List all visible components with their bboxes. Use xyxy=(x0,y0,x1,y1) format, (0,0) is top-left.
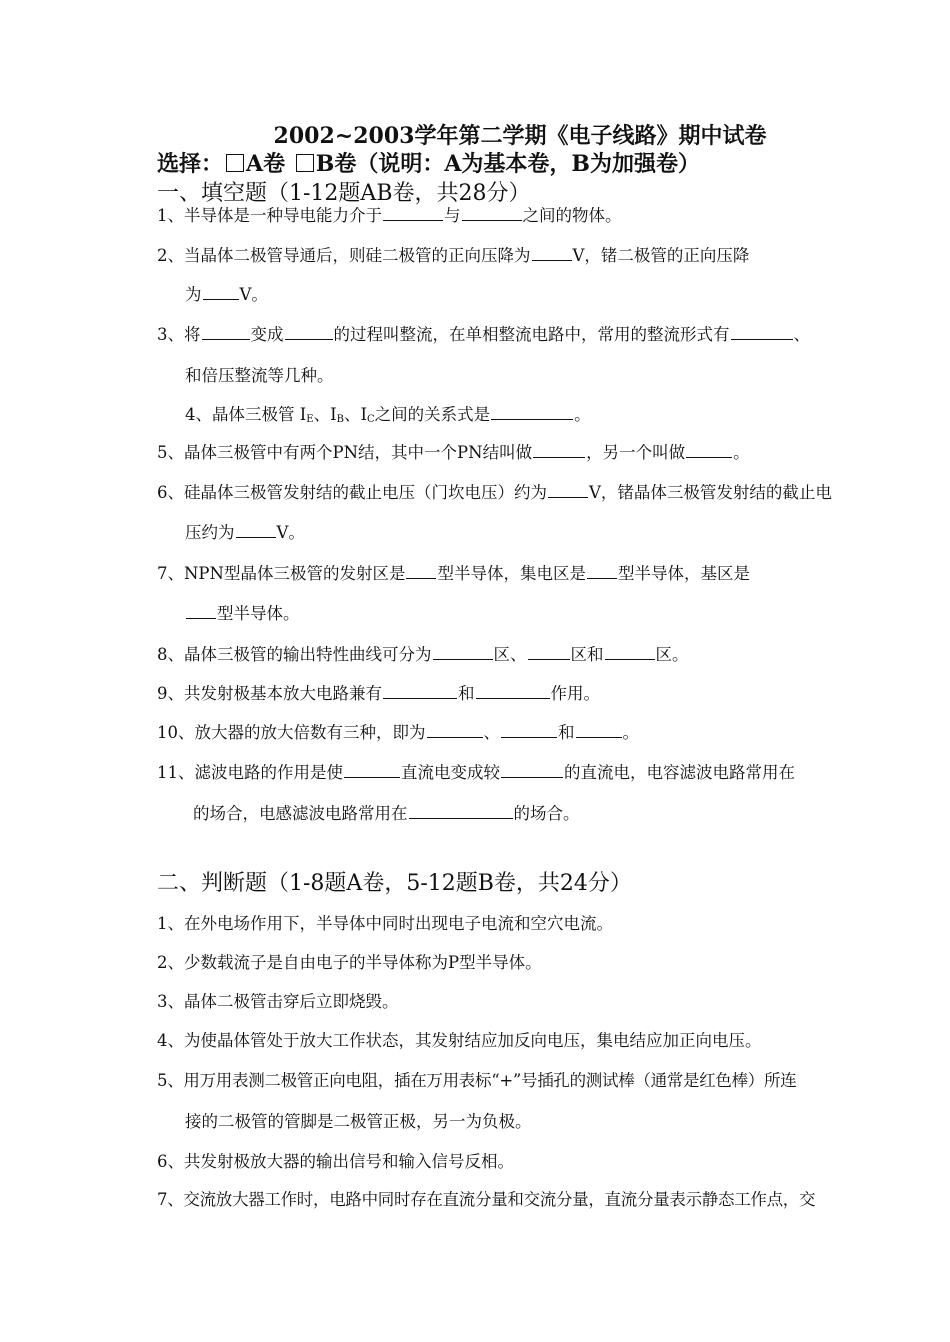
checkbox-a[interactable] xyxy=(226,154,244,172)
tf-question-5-cont: 接的二极管的管脚是二极管正极，另一为负极。 xyxy=(185,1112,532,1131)
q1-text-a: 1、半导体是一种导电能力介于 xyxy=(157,206,382,225)
q4-sep-2: 、I xyxy=(343,405,367,424)
question-7-cont xyxy=(185,604,300,624)
question-2-cont xyxy=(185,285,268,305)
answer-blank[interactable] xyxy=(533,443,585,458)
answer-blank[interactable] xyxy=(501,763,563,778)
q11-text-a: 11、滤波电路的作用是使 xyxy=(157,763,343,782)
question-11-cont xyxy=(193,804,580,824)
question-4 xyxy=(185,405,591,430)
q4-sub-e: E xyxy=(306,414,314,425)
tf-question-7: 7、交流放大器工作时，电路中同时存在直流分量和交流分量，直流分量表示静态工作点，交 xyxy=(157,1190,816,1209)
answer-blank[interactable] xyxy=(686,443,732,458)
answer-blank[interactable] xyxy=(548,483,588,498)
option-b-label: B卷（说明：A为基本卷，B为加强卷） xyxy=(315,151,701,177)
q7-text-c: 型半导体，基区是 xyxy=(617,564,750,583)
question-6-cont xyxy=(185,523,305,543)
answer-blank[interactable] xyxy=(344,763,400,778)
q6-text-d: V。 xyxy=(276,523,305,542)
answer-blank[interactable] xyxy=(285,325,333,340)
q1-text-b: 与 xyxy=(444,206,461,225)
tf-question-2: 2、少数载流子是自由电子的半导体称为P型半导体。 xyxy=(157,953,542,972)
section-fill-in-heading: 一、填空题（1-12题AB卷，共28分） xyxy=(157,181,531,206)
answer-blank[interactable] xyxy=(605,645,655,660)
tf-question-4: 4、为使晶体管处于放大工作状态，其发射结应加反向电压，集电结应加正向电压。 xyxy=(157,1031,762,1050)
checkbox-b[interactable] xyxy=(296,154,314,172)
answer-blank[interactable] xyxy=(186,604,216,619)
answer-blank[interactable] xyxy=(406,564,436,579)
q2-text-b: V，锗二极管的正向压降 xyxy=(572,246,750,265)
answer-blank[interactable] xyxy=(462,206,522,221)
answer-blank[interactable] xyxy=(409,804,513,819)
q8-text-b: 区、 xyxy=(493,645,527,664)
paper-selection xyxy=(157,147,700,178)
question-9 xyxy=(157,684,600,704)
answer-blank[interactable] xyxy=(433,645,493,660)
q9-text-c: 作用。 xyxy=(550,684,600,703)
answer-blank[interactable] xyxy=(476,684,550,699)
answer-blank[interactable] xyxy=(383,206,443,221)
answer-blank[interactable] xyxy=(501,723,557,738)
q4-text-b: 之间的关系式是 xyxy=(374,405,491,424)
question-2 xyxy=(157,246,749,266)
answer-blank[interactable] xyxy=(427,723,483,738)
answer-blank[interactable] xyxy=(576,723,622,738)
answer-blank[interactable] xyxy=(731,325,793,340)
q2-text-c: 为 xyxy=(185,285,202,304)
answer-blank[interactable] xyxy=(383,684,457,699)
q6-text-c: 压约为 xyxy=(185,523,235,542)
q9-text-b: 和 xyxy=(458,684,475,703)
tf-question-1: 1、在外电场作用下，半导体中同时出现电子电流和空穴电流。 xyxy=(157,914,613,933)
q8-text-a: 8、晶体三极管的输出特性曲线可分为 xyxy=(157,645,432,664)
question-11 xyxy=(157,763,795,783)
q3-text-c: 的过程叫整流，在单相整流电路中，常用的整流形式有 xyxy=(333,325,730,344)
q2-text-a: 2、当晶体二极管导通后，则硅二极管的正向压降为 xyxy=(157,246,531,265)
answer-blank[interactable] xyxy=(528,645,570,660)
tf-question-6: 6、共发射极放大器的输出信号和输入信号反相。 xyxy=(157,1152,514,1171)
answer-blank[interactable] xyxy=(491,405,573,420)
q11-text-e: 的场合。 xyxy=(513,804,580,823)
question-7 xyxy=(157,564,750,584)
answer-blank[interactable] xyxy=(203,285,239,300)
q4-sub-c: C xyxy=(367,414,375,425)
question-1 xyxy=(157,206,622,226)
section-true-false-heading: 二、判断题（1-8题A卷，5-12题B卷，共24分） xyxy=(157,871,632,896)
q1-text-c: 之间的物体。 xyxy=(522,206,622,225)
q10-text-b: 、 xyxy=(483,723,500,742)
answer-blank[interactable] xyxy=(236,523,276,538)
choose-label: 选择： xyxy=(157,151,224,177)
q4-sep-1: 、I xyxy=(313,405,337,424)
tf-question-5: 5、用万用表测二极管正向电阻，插在万用表标“+”号插孔的测试棒（通常是红色棒）所连 xyxy=(157,1071,797,1090)
tf-question-3: 3、晶体二极管击穿后立即烧毁。 xyxy=(157,992,399,1011)
q6-text-b: V，锗晶体三极管发射结的截止电 xyxy=(589,483,832,502)
q7-text-d: 型半导体。 xyxy=(217,604,300,623)
question-3 xyxy=(157,325,810,345)
q7-text-b: 型半导体，集电区是 xyxy=(437,564,586,583)
q11-text-c: 的直流电，电容滤波电路常用在 xyxy=(564,763,795,782)
question-3-cont: 和倍压整流等几种。 xyxy=(185,366,334,385)
q11-text-d: 的场合，电感滤波电路常用在 xyxy=(193,804,408,823)
q2-text-d: V。 xyxy=(239,285,268,304)
q4-text-a: 4、晶体三极管 I xyxy=(185,405,307,424)
q5-text-a: 5、晶体三极管中有两个PN结，其中一个PN结叫做 xyxy=(157,443,533,462)
q3-text-b: 变成 xyxy=(250,325,284,344)
answer-blank[interactable] xyxy=(202,325,250,340)
q7-text-a: 7、NPN型晶体三极管的发射区是 xyxy=(157,564,406,583)
q10-text-a: 10、放大器的放大倍数有三种，即为 xyxy=(157,723,426,742)
question-5 xyxy=(157,443,750,463)
q4-text-c: 。 xyxy=(574,405,591,424)
q8-text-c: 区和 xyxy=(570,645,604,664)
q3-text-d: 、 xyxy=(793,325,810,344)
question-6 xyxy=(157,483,832,503)
question-10 xyxy=(157,723,639,743)
q10-text-c: 和 xyxy=(558,723,575,742)
q10-text-d: 。 xyxy=(622,723,639,742)
q3-text-a: 3、将 xyxy=(157,325,201,344)
q6-text-a: 6、硅晶体三极管发射结的截止电压（门坎电压）约为 xyxy=(157,483,547,502)
q5-text-c: 。 xyxy=(733,443,750,462)
answer-blank[interactable] xyxy=(587,564,617,579)
q5-text-b: ，另一个叫做 xyxy=(586,443,686,462)
option-a-label: A卷 xyxy=(246,151,286,177)
q8-text-d: 区。 xyxy=(655,645,689,664)
exam-title: 2002~2003学年第二学期《电子线路》期中试卷 xyxy=(273,123,767,149)
q4-sub-b: B xyxy=(336,414,344,425)
question-8 xyxy=(157,645,689,665)
answer-blank[interactable] xyxy=(532,246,572,261)
q9-text-a: 9、共发射极基本放大电路兼有 xyxy=(157,684,382,703)
q11-text-b: 直流电变成较 xyxy=(401,763,500,782)
